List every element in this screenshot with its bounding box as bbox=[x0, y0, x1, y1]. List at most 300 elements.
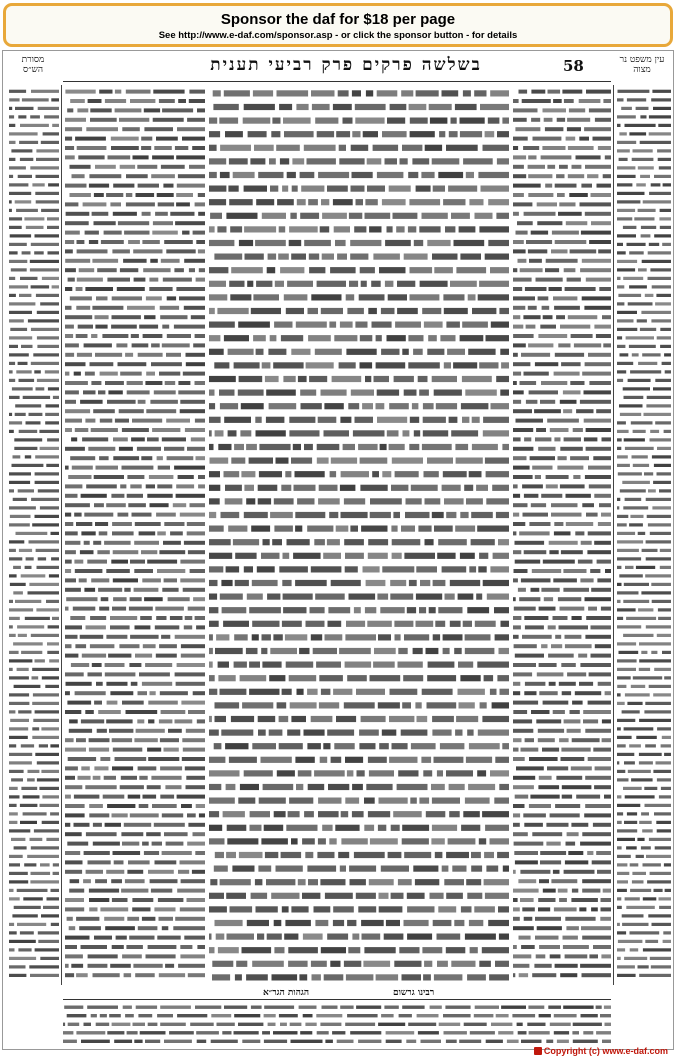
text-line-segment bbox=[121, 889, 148, 893]
text-line-segment bbox=[110, 964, 131, 968]
text-line-segment bbox=[373, 145, 399, 151]
text-line-segment bbox=[477, 662, 509, 668]
text-line-segment bbox=[554, 306, 580, 310]
text-line-segment bbox=[209, 172, 217, 178]
text-line-segment bbox=[37, 379, 59, 382]
text-line-segment bbox=[493, 553, 509, 559]
text-line-segment bbox=[355, 322, 367, 328]
text-line-segment bbox=[449, 417, 458, 423]
text-line-segment bbox=[461, 403, 489, 409]
text-line-segment bbox=[645, 744, 656, 747]
text-line-segment bbox=[378, 634, 391, 640]
text-line-segment bbox=[84, 541, 90, 545]
text-line-segment bbox=[106, 719, 132, 723]
text-line-segment bbox=[298, 770, 312, 776]
text-line-segment bbox=[85, 785, 116, 789]
text-line-segment bbox=[394, 621, 413, 627]
text-line-segment bbox=[209, 281, 226, 287]
text-line-segment bbox=[113, 578, 138, 582]
text-line-segment bbox=[621, 107, 632, 110]
text-line-segment bbox=[336, 526, 349, 532]
text-line-segment bbox=[411, 485, 438, 491]
text-line-segment bbox=[152, 428, 180, 432]
text-line-segment bbox=[23, 812, 47, 815]
text-line-segment bbox=[414, 430, 420, 436]
text-line-segment bbox=[513, 625, 521, 629]
text-line-segment bbox=[513, 926, 534, 930]
text-line-segment bbox=[460, 675, 480, 681]
text-line-segment bbox=[35, 472, 59, 475]
text-line-segment bbox=[271, 893, 299, 899]
text-line-segment bbox=[513, 813, 520, 817]
text-line-segment bbox=[470, 947, 478, 953]
text-line-segment bbox=[572, 616, 582, 620]
text-line-segment bbox=[153, 221, 173, 225]
text-line-segment bbox=[479, 961, 491, 967]
text-line-segment bbox=[500, 390, 509, 396]
text-line-segment bbox=[13, 566, 21, 569]
text-line-segment bbox=[209, 784, 221, 790]
text-line-segment bbox=[137, 447, 161, 451]
text-line-segment bbox=[363, 961, 390, 967]
text-line-segment bbox=[434, 526, 453, 532]
text-line-segment bbox=[389, 186, 411, 192]
text-line-segment bbox=[85, 231, 99, 235]
text-line-segment bbox=[209, 403, 215, 409]
text-line-segment bbox=[9, 804, 17, 807]
text-line-segment bbox=[564, 437, 581, 441]
text-line-segment bbox=[94, 503, 104, 507]
text-line-segment bbox=[381, 866, 409, 872]
text-line-segment bbox=[544, 597, 553, 601]
text-line-segment bbox=[164, 1040, 192, 1043]
text-line-segment bbox=[333, 906, 354, 912]
text-line-segment bbox=[156, 137, 178, 141]
text-line-segment bbox=[245, 254, 264, 260]
text-line-segment bbox=[513, 597, 516, 601]
text-line-segment bbox=[642, 829, 653, 832]
text-line-segment bbox=[560, 325, 590, 329]
text-line-segment bbox=[390, 689, 418, 695]
text-line-segment bbox=[17, 625, 44, 628]
text-line-segment bbox=[9, 617, 20, 620]
text-line-segment bbox=[65, 522, 73, 526]
text-line-segment bbox=[89, 738, 110, 742]
text-line-segment bbox=[297, 689, 304, 695]
text-line-segment bbox=[174, 466, 205, 470]
text-line-segment bbox=[9, 931, 17, 934]
text-line-segment bbox=[585, 362, 611, 366]
text-line-segment bbox=[540, 860, 561, 864]
text-line-segment bbox=[9, 625, 13, 628]
text-line-segment bbox=[10, 515, 31, 518]
text-line-segment bbox=[177, 184, 205, 188]
text-line-segment bbox=[629, 523, 643, 526]
text-line-segment bbox=[513, 325, 523, 329]
text-line-segment bbox=[603, 889, 611, 893]
text-line-segment bbox=[296, 322, 327, 328]
text-line-segment bbox=[304, 444, 313, 450]
text-line-segment bbox=[418, 1031, 439, 1034]
text-line-segment bbox=[287, 281, 313, 287]
text-line-segment bbox=[145, 1040, 160, 1043]
text-line-segment bbox=[617, 625, 641, 628]
text-line-segment bbox=[282, 906, 289, 912]
text-line-segment bbox=[627, 243, 646, 246]
text-line-segment bbox=[531, 503, 546, 507]
text-line-segment bbox=[169, 1031, 194, 1034]
text-line-segment bbox=[559, 738, 569, 742]
text-line-segment bbox=[434, 267, 453, 273]
text-line-segment bbox=[399, 1014, 412, 1017]
text-line-segment bbox=[617, 243, 623, 246]
text-line-segment bbox=[330, 471, 337, 477]
text-line-segment bbox=[456, 267, 486, 273]
text-line-segment bbox=[50, 812, 59, 815]
text-line-segment bbox=[561, 550, 583, 554]
text-line-segment bbox=[541, 588, 559, 592]
text-line-segment bbox=[582, 503, 594, 507]
text-line-segment bbox=[352, 172, 373, 178]
text-line-segment bbox=[160, 738, 179, 742]
text-line-segment bbox=[10, 234, 31, 237]
text-line-segment bbox=[591, 588, 611, 592]
text-line-segment bbox=[499, 648, 510, 654]
text-line-segment bbox=[68, 1023, 80, 1026]
text-line-segment bbox=[627, 702, 642, 705]
text-line-segment bbox=[123, 1006, 132, 1009]
text-line-segment bbox=[643, 897, 657, 900]
text-line-segment bbox=[639, 719, 671, 722]
text-line-segment bbox=[234, 444, 244, 450]
text-line-segment bbox=[439, 131, 445, 137]
text-line-segment bbox=[478, 730, 509, 736]
text-line-segment bbox=[439, 1023, 461, 1026]
text-line-segment bbox=[9, 192, 31, 195]
text-line-segment bbox=[438, 607, 462, 613]
text-line-segment bbox=[76, 738, 86, 742]
text-line-segment bbox=[74, 372, 81, 376]
text-line-segment bbox=[572, 1031, 579, 1034]
text-line-segment bbox=[215, 648, 243, 654]
text-line-segment bbox=[594, 541, 611, 545]
text-line-segment bbox=[602, 315, 611, 319]
text-line-segment bbox=[476, 594, 482, 600]
text-line-segment bbox=[40, 447, 59, 450]
text-line-segment bbox=[214, 362, 229, 368]
text-line-segment bbox=[563, 569, 586, 573]
text-line-segment bbox=[19, 379, 35, 382]
text-line-segment bbox=[46, 600, 59, 603]
text-line-segment bbox=[437, 961, 448, 967]
text-line-segment bbox=[539, 691, 557, 695]
text-line-segment bbox=[513, 447, 533, 451]
text-line-segment bbox=[244, 566, 253, 572]
text-line-segment bbox=[492, 702, 509, 708]
text-line-segment bbox=[482, 716, 509, 722]
text-line-segment bbox=[159, 99, 175, 103]
text-line-segment bbox=[639, 642, 671, 645]
text-line-segment bbox=[659, 906, 671, 909]
text-line-segment bbox=[41, 141, 59, 144]
text-line-segment bbox=[513, 437, 521, 441]
text-line-segment bbox=[47, 897, 60, 900]
text-line-segment bbox=[343, 444, 355, 450]
text-line-segment bbox=[306, 362, 334, 368]
text-line-segment bbox=[27, 778, 35, 781]
text-line-segment bbox=[595, 644, 611, 648]
text-line-segment bbox=[406, 498, 422, 504]
text-line-segment bbox=[22, 251, 31, 254]
text-line-segment bbox=[416, 90, 439, 96]
text-line-segment bbox=[209, 417, 221, 423]
text-line-segment bbox=[99, 90, 112, 94]
text-line-segment bbox=[530, 795, 559, 799]
text-line-segment bbox=[660, 226, 671, 229]
text-line-segment bbox=[80, 400, 103, 404]
text-line-segment bbox=[65, 202, 78, 206]
text-line-segment bbox=[210, 213, 222, 219]
text-line-segment bbox=[497, 852, 509, 858]
text-line-segment bbox=[656, 761, 672, 764]
text-line-segment bbox=[209, 634, 213, 640]
text-line-segment bbox=[541, 381, 567, 385]
text-line-segment bbox=[252, 621, 279, 627]
text-line-segment bbox=[150, 691, 156, 695]
text-line-segment bbox=[9, 974, 26, 977]
text-line-segment bbox=[455, 526, 475, 532]
text-line-segment bbox=[513, 409, 532, 413]
text-line-segment bbox=[253, 294, 279, 300]
text-line-segment bbox=[99, 456, 109, 460]
text-line-segment bbox=[513, 503, 528, 507]
text-line-segment bbox=[617, 583, 622, 586]
text-line-segment bbox=[197, 945, 205, 949]
text-line-segment bbox=[585, 212, 611, 216]
text-line-segment bbox=[318, 798, 341, 804]
text-line-segment bbox=[623, 277, 643, 280]
text-line-segment bbox=[356, 689, 385, 695]
text-line-segment bbox=[579, 137, 589, 141]
text-line-segment bbox=[113, 748, 143, 752]
text-line-segment bbox=[525, 738, 534, 742]
text-line-segment bbox=[617, 345, 625, 348]
text-line-segment bbox=[264, 1014, 276, 1017]
text-line-segment bbox=[513, 729, 533, 733]
text-line-segment bbox=[104, 541, 131, 545]
copyright-link[interactable] bbox=[534, 1046, 668, 1056]
text-line-segment bbox=[663, 940, 671, 943]
text-line-segment bbox=[458, 662, 473, 668]
text-line-segment bbox=[630, 863, 639, 866]
text-line-segment bbox=[236, 961, 247, 967]
text-line-segment bbox=[145, 381, 162, 385]
text-line-segment bbox=[319, 675, 343, 681]
sponsor-banner[interactable] bbox=[3, 3, 673, 47]
text-line-segment bbox=[642, 549, 658, 552]
text-line-segment bbox=[92, 259, 118, 263]
text-line-segment bbox=[226, 213, 257, 219]
text-line-segment bbox=[163, 278, 192, 282]
text-line-segment bbox=[471, 866, 482, 872]
text-line-segment bbox=[111, 137, 139, 141]
text-line-segment bbox=[659, 795, 671, 798]
text-line-segment bbox=[36, 200, 59, 203]
text-line-segment bbox=[514, 569, 528, 573]
text-line-segment bbox=[215, 716, 227, 722]
text-line-segment bbox=[471, 539, 495, 545]
text-line-segment bbox=[40, 302, 59, 305]
text-line-segment bbox=[134, 1040, 142, 1043]
text-line-segment bbox=[406, 1040, 416, 1043]
text-line-segment bbox=[79, 926, 101, 930]
text-line-segment bbox=[77, 108, 88, 112]
text-line-segment bbox=[528, 249, 547, 253]
text-line-segment bbox=[657, 778, 671, 781]
text-line-segment bbox=[617, 804, 640, 807]
text-line-segment bbox=[515, 795, 529, 799]
text-line-segment bbox=[122, 842, 139, 846]
text-line-segment bbox=[580, 400, 611, 404]
text-line-segment bbox=[471, 852, 481, 858]
text-line-segment bbox=[88, 99, 102, 103]
text-line-segment bbox=[513, 578, 518, 582]
text-line-segment bbox=[234, 662, 247, 668]
text-line-segment bbox=[81, 494, 107, 498]
text-line-segment bbox=[515, 127, 540, 131]
text-line-segment bbox=[368, 757, 387, 763]
text-line-segment bbox=[573, 428, 583, 432]
text-line-segment bbox=[459, 226, 476, 232]
text-line-segment bbox=[132, 907, 150, 911]
text-line-segment bbox=[419, 798, 429, 804]
text-line-segment bbox=[110, 616, 137, 620]
text-line-segment bbox=[176, 682, 205, 686]
text-line-segment bbox=[264, 1006, 294, 1009]
text-line-segment bbox=[290, 1023, 302, 1026]
text-line-segment bbox=[551, 503, 578, 507]
text-line-segment bbox=[468, 294, 476, 300]
text-line-segment bbox=[531, 710, 550, 714]
text-line-segment bbox=[649, 685, 671, 688]
text-line-segment bbox=[65, 578, 76, 582]
text-line-segment bbox=[259, 444, 290, 450]
text-line-segment bbox=[507, 1040, 519, 1043]
text-line-segment bbox=[618, 90, 650, 93]
text-line-segment bbox=[112, 766, 133, 770]
text-line-segment bbox=[120, 268, 138, 272]
text-line-segment bbox=[65, 785, 82, 789]
text-line-segment bbox=[9, 166, 26, 169]
text-line-segment bbox=[247, 594, 263, 600]
text-line-segment bbox=[21, 787, 37, 790]
text-line-segment bbox=[334, 226, 350, 232]
text-line-segment bbox=[356, 893, 376, 899]
text-line-segment bbox=[651, 965, 671, 968]
text-line-segment bbox=[571, 334, 593, 338]
text-line-segment bbox=[65, 240, 74, 244]
text-line-segment bbox=[325, 634, 343, 640]
text-line-segment bbox=[281, 335, 303, 341]
text-line-segment bbox=[485, 131, 495, 137]
text-line-segment bbox=[312, 974, 321, 980]
text-line-segment bbox=[368, 308, 377, 314]
text-line-segment bbox=[449, 811, 460, 817]
text-line-segment bbox=[195, 616, 205, 620]
text-line-segment bbox=[65, 710, 81, 714]
text-line-segment bbox=[642, 260, 671, 263]
text-line-segment bbox=[86, 127, 118, 131]
text-line-segment bbox=[141, 146, 151, 150]
text-line-segment bbox=[231, 267, 263, 273]
text-line-segment bbox=[65, 259, 90, 263]
text-line-segment bbox=[553, 99, 562, 103]
text-line-segment bbox=[410, 798, 417, 804]
text-line-segment bbox=[617, 974, 636, 977]
text-line-segment bbox=[130, 484, 141, 488]
text-line-segment bbox=[548, 1006, 561, 1009]
text-line-segment bbox=[209, 131, 220, 137]
text-line-segment bbox=[339, 158, 364, 164]
text-line-segment bbox=[541, 155, 572, 159]
text-line-segment bbox=[89, 907, 97, 911]
text-line-segment bbox=[644, 413, 672, 416]
text-line-segment bbox=[617, 719, 635, 722]
text-line-segment bbox=[273, 634, 282, 640]
text-line-segment bbox=[267, 594, 280, 600]
text-line-segment bbox=[332, 376, 362, 382]
text-line-segment bbox=[229, 757, 257, 763]
text-line-segment bbox=[499, 784, 509, 790]
text-line-segment bbox=[619, 132, 626, 135]
text-line-segment bbox=[345, 757, 363, 763]
text-line-segment bbox=[133, 964, 162, 968]
text-line-segment bbox=[106, 682, 127, 686]
text-line-segment bbox=[149, 475, 174, 479]
text-line-segment bbox=[174, 268, 184, 272]
text-line-segment bbox=[486, 471, 509, 477]
text-line-segment bbox=[328, 784, 349, 790]
text-line-segment bbox=[173, 503, 186, 507]
text-line-segment bbox=[89, 804, 103, 808]
text-line-segment bbox=[660, 566, 671, 569]
text-line-segment bbox=[501, 362, 509, 368]
text-line-segment bbox=[244, 226, 276, 232]
text-line-segment bbox=[354, 852, 385, 858]
text-line-segment bbox=[449, 131, 458, 137]
text-line-segment bbox=[139, 804, 149, 808]
text-line-segment bbox=[639, 761, 653, 764]
text-line-segment bbox=[88, 964, 108, 968]
text-line-segment bbox=[455, 730, 462, 736]
text-line-segment bbox=[654, 175, 671, 178]
text-line-segment bbox=[39, 744, 48, 747]
text-line-segment bbox=[132, 343, 149, 347]
text-line-segment bbox=[9, 523, 30, 526]
text-line-segment bbox=[65, 287, 72, 291]
text-line-segment bbox=[418, 526, 431, 532]
text-line-segment bbox=[347, 1014, 378, 1017]
text-line-segment bbox=[351, 186, 365, 192]
text-line-segment bbox=[142, 578, 161, 582]
text-line-segment bbox=[178, 390, 205, 394]
text-line-segment bbox=[431, 784, 445, 790]
text-line-segment bbox=[38, 940, 59, 943]
text-line-segment bbox=[580, 578, 593, 582]
text-line-segment bbox=[538, 907, 550, 911]
text-line-segment bbox=[9, 940, 36, 943]
text-line-segment bbox=[500, 689, 510, 695]
